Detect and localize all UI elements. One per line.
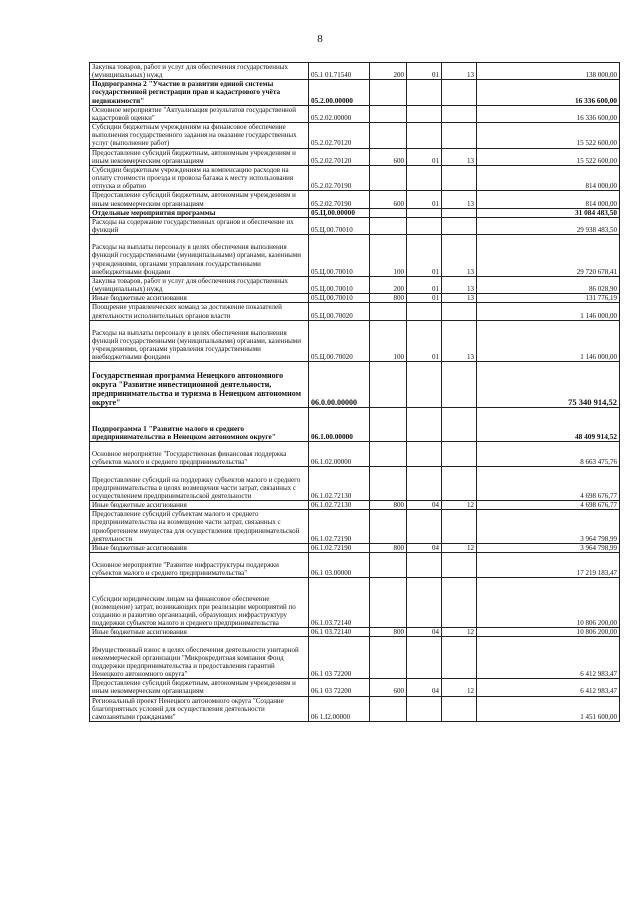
cell-code: 06.1 03.72140 xyxy=(309,628,370,637)
cell-amount: 15 522 600,00 xyxy=(477,148,620,165)
cell-code: 06.1 03.00000 xyxy=(309,552,370,577)
cell-section: 01 xyxy=(407,235,442,277)
cell-code: 06.1.02.00000 xyxy=(309,442,370,467)
cell-code: 06 1.I2.00000 xyxy=(309,696,370,721)
cell-section xyxy=(407,303,442,320)
cell-section: 04 xyxy=(407,501,442,510)
cell-code: 05.Ц.00.70010 xyxy=(309,217,370,234)
cell-amount: 16 336 600,00 xyxy=(477,80,620,105)
table-row xyxy=(90,105,620,122)
cell-expense-type xyxy=(370,578,407,628)
cell-amount: 814 000,00 xyxy=(477,165,620,190)
cell-subsection xyxy=(442,637,477,679)
cell-expense-type xyxy=(370,217,407,234)
cell-subsection: 13 xyxy=(442,191,477,208)
cell-expense-type xyxy=(370,467,407,501)
cell-amount: 6 412 983,47 xyxy=(477,679,620,696)
cell-code: 05.2.02.00000 xyxy=(309,105,370,122)
table-row xyxy=(90,552,620,577)
cell-expense-type: 200 xyxy=(370,63,407,80)
cell-section: 04 xyxy=(407,628,442,637)
cell-amount: 1 146 000,00 xyxy=(477,303,620,320)
cell-amount: 814 000,00 xyxy=(477,191,620,208)
cell-name: Закупка товаров, работ и услуг для обеспечения государственных (муниципальных) нужд xyxy=(90,276,309,293)
cell-amount: 75 340 914,52 xyxy=(477,362,620,408)
table-row xyxy=(90,408,620,442)
table-row xyxy=(90,467,620,501)
cell-code: 05.2.02.70120 xyxy=(309,148,370,165)
cell-amount: 1 146 000,00 xyxy=(477,320,620,362)
cell-section xyxy=(407,362,442,408)
cell-amount: 138 000,00 xyxy=(477,63,620,80)
cell-code: 06.1.03.72140 xyxy=(309,578,370,628)
cell-section: 01 xyxy=(407,320,442,362)
cell-expense-type xyxy=(370,510,407,544)
cell-name: Иные бюджетные ассигнования xyxy=(90,501,309,510)
cell-amount: 4 698 676,77 xyxy=(477,501,620,510)
cell-code: 06.1.02.72130 xyxy=(309,467,370,501)
cell-amount: 1 451 600,00 xyxy=(477,696,620,721)
cell-subsection xyxy=(442,362,477,408)
table-row xyxy=(90,208,620,217)
cell-code: 05.Ц.00.70020 xyxy=(309,320,370,362)
cell-name: Расходы на выплаты персоналу в целях обеспечения выполнения функций государственными (муниципальными) органами, казенными учреждениями, органами управления государственными внебюджетными фондами xyxy=(90,320,309,362)
cell-name: Основное мероприятие "Государственная финансовая поддержка субъектов малого и среднего предпринимательства" xyxy=(90,442,309,467)
cell-code: 06.1 03 72200 xyxy=(309,637,370,679)
table-row xyxy=(90,320,620,362)
cell-name: Субсидии бюджетным учреждениям на компенсацию расходов на оплату стоимости проезда и провоза багажа к месту использования отпуска и обратно xyxy=(90,165,309,190)
table-row xyxy=(90,578,620,628)
table-row xyxy=(90,217,620,234)
cell-amount: 6 412 983,47 xyxy=(477,637,620,679)
cell-section: 01 xyxy=(407,63,442,80)
cell-section: 01 xyxy=(407,294,442,303)
cell-expense-type: 800 xyxy=(370,628,407,637)
cell-name: Иные бюджетные ассигнования xyxy=(90,628,309,637)
cell-section xyxy=(407,637,442,679)
table-row xyxy=(90,80,620,105)
cell-name: Предоставление субсидий бюджетным, автономным учреждениям и иным некоммерческим организациям xyxy=(90,679,309,696)
cell-expense-type xyxy=(370,80,407,105)
cell-expense-type: 600 xyxy=(370,679,407,696)
cell-code: 05.2.02.70190 xyxy=(309,165,370,190)
cell-code: 06.1.02.72130 xyxy=(309,501,370,510)
cell-section: 01 xyxy=(407,191,442,208)
table-row xyxy=(90,294,620,303)
cell-expense-type xyxy=(370,165,407,190)
cell-expense-type: 100 xyxy=(370,320,407,362)
cell-subsection xyxy=(442,510,477,544)
budget-table-body xyxy=(90,63,620,722)
cell-subsection xyxy=(442,408,477,442)
table-row xyxy=(90,510,620,544)
table-row xyxy=(90,235,620,277)
cell-section xyxy=(407,696,442,721)
table-row xyxy=(90,63,620,80)
cell-code: 05.2.00.00000 xyxy=(309,80,370,105)
cell-name: Предоставление субсидий бюджетным, автономным учреждениям и иным некоммерческим организациям xyxy=(90,148,309,165)
cell-expense-type: 600 xyxy=(370,191,407,208)
cell-expense-type xyxy=(370,637,407,679)
cell-amount: 31 084 483,50 xyxy=(477,208,620,217)
cell-expense-type xyxy=(370,696,407,721)
cell-section xyxy=(407,552,442,577)
cell-name: Основное мероприятие "Актуализация результатов государственной кадастровой оценки" xyxy=(90,105,309,122)
cell-expense-type xyxy=(370,408,407,442)
cell-name: Имущественный взнос в целях обеспечения деятельности унитарной некоммерческой организации "Микрокредитная компания Фонд поддержки предпринимательства и предоставления гарантий Ненецкого автономного округа" xyxy=(90,637,309,679)
cell-subsection: 12 xyxy=(442,543,477,552)
cell-code: 05.1 01.71540 xyxy=(309,63,370,80)
cell-subsection: 13 xyxy=(442,63,477,80)
cell-section: 04 xyxy=(407,543,442,552)
table-row xyxy=(90,628,620,637)
cell-amount: 10 806 200,00 xyxy=(477,578,620,628)
cell-section xyxy=(407,80,442,105)
table-row xyxy=(90,442,620,467)
budget-table xyxy=(89,62,620,722)
cell-amount: 3 964 798,99 xyxy=(477,510,620,544)
cell-subsection: 12 xyxy=(442,501,477,510)
cell-code: 05.Ц.00.70010 xyxy=(309,276,370,293)
page-number: 8 xyxy=(317,33,323,45)
cell-section xyxy=(407,408,442,442)
cell-expense-type: 800 xyxy=(370,294,407,303)
cell-name: Расходы на выплаты персоналу в целях обеспечения выполнения функций государственными (муниципальными) органами, казенными учреждениями, органами управления государственными внебюджетными фондами xyxy=(90,235,309,277)
cell-name: Отдельные мероприятия программы xyxy=(90,208,309,217)
cell-subsection: 12 xyxy=(442,628,477,637)
cell-name: Расходы на содержание государственных органов и обеспечение их функций xyxy=(90,217,309,234)
cell-amount: 48 409 914,52 xyxy=(477,408,620,442)
cell-name: Государственная программа Ненецкого автономного округа "Развитие инвестиционной деятельности, предпринимательства и туризма в Ненецком автономном округе" xyxy=(90,362,309,408)
cell-amount: 3 964 798,99 xyxy=(477,543,620,552)
cell-section xyxy=(407,467,442,501)
cell-section xyxy=(407,217,442,234)
cell-subsection xyxy=(442,442,477,467)
cell-amount: 8 663 475,76 xyxy=(477,442,620,467)
cell-subsection: 13 xyxy=(442,148,477,165)
cell-expense-type xyxy=(370,123,407,148)
table-row xyxy=(90,191,620,208)
cell-code: 06.1.00.00000 xyxy=(309,408,370,442)
cell-subsection: 13 xyxy=(442,320,477,362)
cell-subsection xyxy=(442,208,477,217)
cell-section xyxy=(407,442,442,467)
cell-code: 05.Ц.00.00000 xyxy=(309,208,370,217)
cell-section xyxy=(407,105,442,122)
table-row xyxy=(90,123,620,148)
cell-expense-type: 800 xyxy=(370,543,407,552)
cell-code: 05.Ц.00.70010 xyxy=(309,294,370,303)
cell-section: 04 xyxy=(407,679,442,696)
table-row xyxy=(90,165,620,190)
cell-name: Субсидии бюджетным учреждениям на финансовое обеспечение выполнения государственного задания на оказание государственных услуг (выполнение работ) xyxy=(90,123,309,148)
cell-section xyxy=(407,208,442,217)
table-row xyxy=(90,679,620,696)
cell-name: Закупка товаров, работ и услуг для обеспечения государственных (муниципальных) нужд xyxy=(90,63,309,80)
cell-subsection: 13 xyxy=(442,235,477,277)
cell-subsection xyxy=(442,217,477,234)
cell-expense-type: 200 xyxy=(370,276,407,293)
cell-expense-type: 100 xyxy=(370,235,407,277)
cell-subsection xyxy=(442,552,477,577)
cell-subsection xyxy=(442,105,477,122)
cell-name: Поощрение управленческих команд за достижение показателей деятельности исполнительных органов власти xyxy=(90,303,309,320)
cell-name: Предоставление субсидий на поддержку субъектов малого и среднего предпринимательства в целях возмещения части затрат, связанных с осуществлением предпринимательской деятельности xyxy=(90,467,309,501)
cell-code: 06.1 03 72200 xyxy=(309,679,370,696)
cell-amount: 10 806 200,00 xyxy=(477,628,620,637)
cell-subsection xyxy=(442,303,477,320)
table-row xyxy=(90,501,620,510)
cell-amount: 15 522 600,00 xyxy=(477,123,620,148)
table-row xyxy=(90,696,620,721)
cell-amount: 131 776,19 xyxy=(477,294,620,303)
cell-subsection xyxy=(442,123,477,148)
cell-code: 05.2.02.70120 xyxy=(309,123,370,148)
cell-subsection: 13 xyxy=(442,294,477,303)
cell-amount: 17 219 183,47 xyxy=(477,552,620,577)
cell-expense-type xyxy=(370,105,407,122)
cell-expense-type xyxy=(370,362,407,408)
cell-name: Основное мероприятие "Развитие инфраструктуры поддержки субъектов малого и среднего предпринимательства" xyxy=(90,552,309,577)
table-row xyxy=(90,303,620,320)
table-row xyxy=(90,276,620,293)
cell-name: Подпрограмма 2 "Участие в развитии единой системы государственной регистрации прав и кадастрового учёта недвижимости" xyxy=(90,80,309,105)
table-row xyxy=(90,148,620,165)
cell-amount: 29 938 483,50 xyxy=(477,217,620,234)
cell-subsection xyxy=(442,165,477,190)
cell-expense-type xyxy=(370,303,407,320)
cell-subsection xyxy=(442,578,477,628)
cell-name: Иные бюджетные ассигнования xyxy=(90,294,309,303)
cell-expense-type xyxy=(370,208,407,217)
cell-code: 06.1.02.72190 xyxy=(309,543,370,552)
cell-name: Предоставление субсидий субъектам малого и среднего предпринимательства на возмещение части затрат, связанных с приобретением имущества для осуществления предпринимательской деятельности xyxy=(90,510,309,544)
cell-code: 06.1.02.72190 xyxy=(309,510,370,544)
cell-section: 01 xyxy=(407,276,442,293)
cell-expense-type: 800 xyxy=(370,501,407,510)
cell-section xyxy=(407,510,442,544)
cell-subsection: 13 xyxy=(442,276,477,293)
cell-subsection xyxy=(442,467,477,501)
cell-code: 05.2.02.70190 xyxy=(309,191,370,208)
cell-expense-type: 600 xyxy=(370,148,407,165)
cell-name: Региональный проект Ненецкого автономного округа "Создание благоприятных условий для осуществления деятельности самозанятыми гражданами" xyxy=(90,696,309,721)
cell-section xyxy=(407,165,442,190)
cell-subsection xyxy=(442,80,477,105)
cell-section xyxy=(407,578,442,628)
table-row xyxy=(90,362,620,408)
cell-section xyxy=(407,123,442,148)
cell-code: 05.Ц.00.70020 xyxy=(309,303,370,320)
table-row xyxy=(90,543,620,552)
cell-code: 05.Ц.00.70010 xyxy=(309,235,370,277)
cell-amount: 4 698 676,77 xyxy=(477,467,620,501)
cell-code: 06.0.00.00000 xyxy=(309,362,370,408)
cell-name: Субсидии юридическим лицам на финансовое обеспечение (возмещение) затрат, возникающих при реализации мероприятий по созданию и развитию организаций, образующих инфраструктуру поддержки субъектов малого и среднего предпринимательства xyxy=(90,578,309,628)
cell-amount: 29 720 678,41 xyxy=(477,235,620,277)
cell-name: Подпрограмма 1 "Развитие малого и среднего предпринимательства в Ненецком автономном округе" xyxy=(90,408,309,442)
cell-name: Предоставление субсидий бюджетным, автономным учреждениям и иным некоммерческим организациям xyxy=(90,191,309,208)
cell-expense-type xyxy=(370,442,407,467)
cell-expense-type xyxy=(370,552,407,577)
cell-name: Иные бюджетные ассигнования xyxy=(90,543,309,552)
cell-amount: 16 336 600,00 xyxy=(477,105,620,122)
cell-subsection: 12 xyxy=(442,679,477,696)
cell-amount: 86 028,90 xyxy=(477,276,620,293)
table-row xyxy=(90,637,620,679)
cell-subsection xyxy=(442,696,477,721)
cell-section: 01 xyxy=(407,148,442,165)
